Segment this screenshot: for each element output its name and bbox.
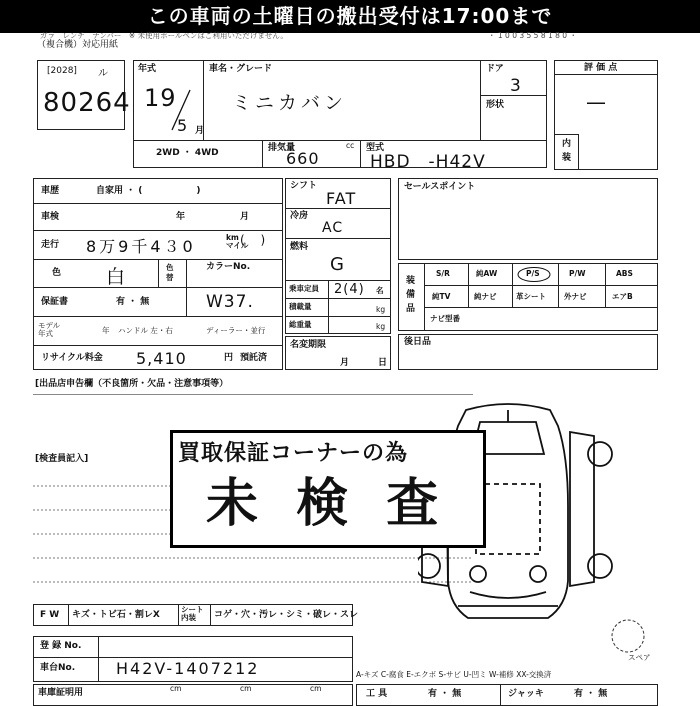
jack-value: 有 ・ 無 xyxy=(574,689,608,699)
equip-ps-circle xyxy=(516,266,552,283)
chassis-value: H42V-1407212 xyxy=(116,659,260,678)
equipment-label: 装 備 品 xyxy=(406,276,416,314)
shape-label: 形状 xyxy=(486,100,505,110)
stamp-main-text: 未 検 査 xyxy=(206,474,449,534)
post-items-box xyxy=(398,334,658,370)
color-change-label: 色 替 xyxy=(166,263,174,282)
name-grade-label: 車名・グレード xyxy=(209,64,273,74)
warranty-label: 保証書 xyxy=(41,297,69,307)
inspector-note-label: [検査員記入] xyxy=(35,454,89,464)
model-year-label: モデル 年式 xyxy=(38,321,61,338)
capacity-value: 2(4) xyxy=(334,282,365,297)
cm-label-3: cm xyxy=(310,684,322,693)
name-change-day: 日 xyxy=(378,358,388,368)
recycle-label: リサイクル料金 xyxy=(41,353,103,363)
interior-label: 内 装 xyxy=(562,139,572,163)
sales-point-label: セールスポイント xyxy=(404,182,476,192)
equip-leather: 革シート xyxy=(516,292,546,301)
dealer-label: ディーラー・並行 xyxy=(206,326,266,335)
chassis-label: 車台No. xyxy=(40,663,76,673)
weight-unit: kg xyxy=(376,322,386,331)
score-value: — xyxy=(586,90,607,114)
post-items-label: 後日品 xyxy=(404,337,432,347)
jack-label: ジャッキ xyxy=(508,689,544,699)
doors-label: ドア xyxy=(486,64,504,74)
equip-ps: P/S xyxy=(526,269,540,278)
cc-label: cc xyxy=(346,141,355,150)
load-label: 積載量 xyxy=(289,302,312,311)
navi-model-label: ナビ型番 xyxy=(430,314,460,323)
mileage-value: 8万9千4３0 xyxy=(86,237,196,256)
color-value: 白 xyxy=(106,266,127,288)
capacity-unit: 名 xyxy=(376,286,384,295)
equip-aw: 純AW xyxy=(476,269,498,278)
score-label: 評 価 点 xyxy=(584,63,618,73)
form-note: （複合機）対応用紙 xyxy=(37,40,119,50)
month-label: 月 xyxy=(195,126,205,136)
seat-label: シート 内装 xyxy=(181,605,204,622)
mileage-paren: ( ) xyxy=(240,233,266,247)
color-no-label: カラーNo. xyxy=(206,262,251,272)
lot-number: 80264 xyxy=(43,88,131,118)
usage-label: 車歴 xyxy=(41,186,60,196)
handle-label: ハンドル 左・右 xyxy=(118,326,173,335)
model-label: 型式 xyxy=(366,143,385,153)
tools-row xyxy=(356,684,658,706)
year-label: 年式 xyxy=(138,64,157,74)
name-grade-value: ミニカバン xyxy=(232,92,348,114)
stamp-top-text: 買取保証コーナーの為 xyxy=(178,441,409,466)
inspection-label: 車検 xyxy=(41,212,60,222)
equip-airbag: エアB xyxy=(612,292,633,301)
model-year-unit: 年 xyxy=(102,326,110,335)
equip-ext-navi: 外ナビ xyxy=(564,292,587,301)
month-value: 5 xyxy=(177,116,189,135)
equip-sr: S/R xyxy=(436,269,450,278)
capacity-label: 乗車定員 xyxy=(289,284,319,293)
shift-label: シフト xyxy=(290,181,318,191)
banner-notice: この車両の土曜日の搬出受付は17:00まで xyxy=(0,0,700,33)
fw-label: F W xyxy=(40,610,60,620)
header-instruction: ガラ レンチ ナンバー ※ 未使用ボールペンはご利用いただけません。 xyxy=(40,31,288,40)
ac-label: 冷房 xyxy=(290,211,309,221)
lot-tag-mark: ル xyxy=(98,68,109,79)
shift-value: FAT xyxy=(326,189,357,208)
spare-tire-icon xyxy=(608,616,648,656)
usage-value: 自家用 ・ ( ) xyxy=(96,186,201,196)
weight-label: 総重量 xyxy=(289,320,312,329)
drive-label: 2WD ・ 4WD xyxy=(156,148,219,158)
cm-label-1: cm xyxy=(170,684,182,693)
cm-label-2: cm xyxy=(240,684,252,693)
doors-value: 3 xyxy=(510,76,522,96)
load-unit: kg xyxy=(376,305,386,314)
recycle-status: 預託済 xyxy=(240,353,268,363)
model-value: HBD -H42V xyxy=(370,152,486,172)
equip-navi: 純ナビ xyxy=(474,292,497,301)
mileage-label: 走行 xyxy=(41,240,60,250)
damage-legend: A-キズ C-腐食 E-エクボ S-サビ U-凹ミ W-補修 XX-交換済 xyxy=(356,670,552,679)
seat-values: コゲ・穴・汚レ・シミ・破レ・スレ xyxy=(214,610,359,620)
inspection-month: 月 xyxy=(240,212,250,222)
fuel-label: 燃料 xyxy=(290,242,309,252)
name-change-label: 名変期限 xyxy=(290,340,327,350)
equip-tv: 純TV xyxy=(432,292,451,301)
warranty-value: 有 ・ 無 xyxy=(116,297,150,307)
equip-pw: P/W xyxy=(569,269,586,278)
recycle-value: 5,410 xyxy=(136,349,187,368)
inspection-year: 年 xyxy=(176,212,186,222)
color-label: 色 xyxy=(52,268,62,278)
color-no-value: W37. xyxy=(206,292,254,312)
mileage-unit: km マイル xyxy=(226,233,249,250)
reg-no-label: 登 録 No. xyxy=(40,641,82,651)
displacement-label: 排気量 xyxy=(268,143,296,153)
tools-label: 工 具 xyxy=(366,689,388,699)
spare-label: スペア xyxy=(628,653,651,662)
recycle-unit: 円 xyxy=(224,353,234,363)
name-change-month: 月 xyxy=(340,358,350,368)
fuel-value: G xyxy=(330,254,345,275)
fw-values: キズ・トビ石・割レX xyxy=(72,610,160,620)
lot-tag: [2028] xyxy=(47,66,77,76)
year-value: 19 xyxy=(144,84,177,112)
displacement-value: 660 xyxy=(286,149,320,168)
seller-note-label: [出品店申告欄（不良箇所・欠品・注意事項等） xyxy=(35,379,229,389)
header-code: ・ 1 0 0 3 5 5 8 1 8 0 ・ xyxy=(488,31,577,40)
garage-cert-label: 車庫証明用 xyxy=(38,688,84,698)
equip-abs: ABS xyxy=(616,269,633,278)
ac-value: AC xyxy=(322,220,344,236)
tools-value: 有 ・ 無 xyxy=(428,689,462,699)
